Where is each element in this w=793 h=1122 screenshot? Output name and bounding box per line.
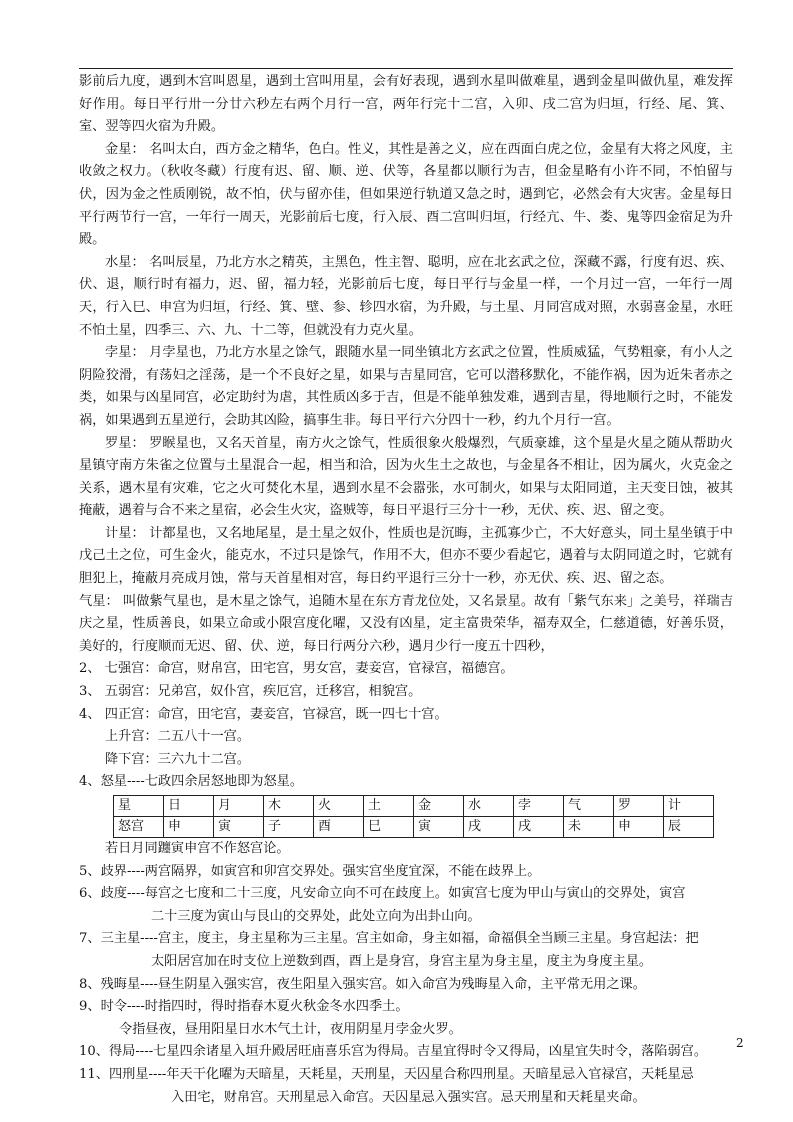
table-cell: 罗 (614, 796, 664, 817)
item-6-cont: 二十三度为寅山与艮山的交界处，此处立向为出卦山向。 (151, 908, 481, 924)
table-cell: 戌 (514, 817, 564, 838)
item-5: 5、歧界----两宫隔界，如寅宫和卯宫交界处。强实宫坐度宜深，不能在歧界上。 (79, 863, 541, 879)
item-7-cont: 太阳居宫加在时支位上逆数到酉，酉上是身宫，身宫主星为身主星，度主为身度主星。 (151, 953, 653, 969)
table-cell: 孛 (514, 796, 564, 817)
paragraph-qi: 气星： 叫做紫气星也，是木星之馀气，追随木星在东方青龙位处，又名景星。故有「紫气东来」之美号，祥瑞吉庆之星，性质善良，如果立命或小限宫度化曜，又没有凶星，定主富贵荣华，福寿双全，仁慈道德，好善乐贤，美好的，行度顺而无迟、留、伏、逆，每日行两分六秒，遇月少行一度五十四秒， (79, 593, 733, 654)
item-8: 8、残晦星----昼生阴星入强实宫，夜生阳星入强实宫。如入命宫为残晦星入命，主平常无用之课。 (79, 976, 646, 992)
table-cell: 酉 (314, 817, 364, 838)
page-number: 2 (736, 1036, 744, 1050)
table-cell: 申 (614, 817, 664, 838)
paragraph-luo: 罗星： 罗睺星也，又名天首星，南方火之馀气，性质很象火般爆烈，气质豪雄，这个星是火星之随从帮助火星镇守南方朱雀之位置与土星混合一起，相当和洽，因为火生土之故也，与金星各不相让，因为属火，火克金之关系，遇木星有灾难，它之火可焚化木星，遇到水星不会嚣张，水可制火，如果与太阳同道，主天变日蚀，被其掩蔽，遇着与合不来之星宿，必会生火灾，盗贼等，每日平退行三分十一秒，无伏、疾、迟、留之变。 (79, 435, 733, 519)
item-7: 7、三主星----宫主，度主，身主星称为三主星。宫主如命，身主如福，命福俱全当顾三主星。身宫起法：把 (79, 931, 699, 947)
table-cell: 计 (664, 796, 714, 817)
table-row (114, 796, 714, 817)
table-cell: 巳 (364, 817, 414, 838)
table-cell: 土 (364, 796, 414, 817)
table-cell: 火 (314, 796, 364, 817)
item-3: 3、 五弱宫：兄弟宫，奴仆宫，疾厄宫，迁移宫，相貌宫。 (79, 684, 422, 700)
item-11-cont: 入田宅，财帛宫。天刑星忌入命宫。天囚星忌入强实宫。忌天刑星和天耗星夹命。 (171, 1089, 646, 1105)
table-cell: 寅 (414, 817, 464, 838)
item-4-rising: 上升宫：二五八十一宫。 (105, 729, 251, 745)
item-2: 2、 七强宫：命宫，财帛宫，田宅宫，男女宫，妻妾宫，官禄宫，福德宫。 (79, 661, 514, 677)
item-9-cont: 令指昼夜，昼用阳星日水木气土计，夜用阴星月孛金火罗。 (119, 1021, 462, 1037)
paragraph-bei: 孛星： 月孛星也，乃北方水星之馀气，跟随水星一同坐镇北方玄武之位置，性质威猛，气势粗豪，有小人之阴险狡滑，有荡妇之淫荡，是一个不良好之星，如果与吉星同宫，它可以潜移默化，不能作祸，因为近朱者赤之类，如果与凶星同宫，必定助纣为虐，其性质凶多于吉，但是不能单独发难，遇到吉星，得地顺行之时，不能发祸，如果遇到五星逆行，会助其凶险，搞事生非。每日平行六分四十一秒，约九个月行一宫。 (79, 345, 733, 428)
table-cell: 子 (264, 817, 314, 838)
table-cell: 戌 (464, 817, 514, 838)
item-4: 4、 四正宫：命宫，田宅宫，妻妾宫，官禄宫，既一四七十宫。 (79, 706, 448, 722)
item-6: 6、歧度----每宫之七度和二十三度，凡安命立向不可在歧度上。如寅宫七度为甲山与寅山的交界处，寅宫 (79, 886, 686, 902)
paragraph-continuation: 影前后九度，遇到木宫叫恩星，遇到土宫叫用星，会有好表现，遇到水星叫做难星，遇到金星叫做仇星，难发挥好作用。每日平行卅一分廿六秒左右两个月行一宫，两年行完十二宫，入卯、戌二宫为归垣，行经、尾、箕、室、翌等四火宿为升殿。 (79, 74, 733, 135)
table-cell: 日 (164, 796, 214, 817)
table-cell: 水 (464, 796, 514, 817)
table-cell: 寅 (214, 817, 264, 838)
item-4-note: 若日月同躔寅申宫不作怒宫论。 (105, 841, 290, 856)
table-cell: 怒宫 (114, 817, 164, 838)
table-cell: 辰 (664, 817, 714, 838)
header-rule (79, 68, 733, 69)
item-4-falling: 降下宫：三六九十二宫。 (105, 751, 251, 767)
item-4-anger: 4、怒星----七政四余居怒地即为怒星。 (79, 774, 304, 790)
paragraph-mercury: 水星： 名叫辰星，乃北方水之精英，主黑色，性主智、聪明，应在北玄武之位，深藏不露，行度有迟、疾、伏、退，顺行时有福力，迟、留，福力轻，光影前后七度，每日平行与金星一样，一个月过一宫，一年行一周天，行入巳、申宫为归垣，行经、箕、壁、参、轸四水宿，为升殿，与土星、月同宫成对照，水弱喜金星，水旺不怕土星，四季三、六、九、十二等，但就没有力克火星。 (79, 254, 733, 338)
paragraph-ji: 计星： 计都星也，又名地尾星，是土星之奴仆，性质也是沉晦，主孤寡少亡，不大好意头，同土星坐镇于中戊己土之位，可生金火，能克水，不过只是馀气，作用不大，但亦不要少看起它，遇着与太阴同道之时，它就有胆犯上，掩蔽月亮成月蚀，常与天首星相对宫，每日约平退行三分十一秒，亦无伏、疾、迟、留之态。 (79, 525, 733, 587)
table-cell: 未 (564, 817, 614, 838)
item-11: 11、四刑星----年天干化曜为天暗星，天耗星，天刑星，天囚星合称四刑星。天暗星忌入官禄宫，天耗星忌 (79, 1066, 694, 1082)
table-cell: 木 (264, 796, 314, 817)
document-page (79, 68, 733, 1109)
paragraph-venus: 金星： 名叫太白，西方金之精华，色白。性义，其性是善之义，应在西面白虎之位，金星有大将之风度，主收敛之权力。（秋收冬藏）行度有迟、留、顺、逆、伏等，各星都以顺行为吉，但金星略有小许不同，不怕留与伏，因为金之性质刚锐，故不怕，伏与留亦佳，但如果逆行轨道又急之时，遇到它，必然会有大灾害。金星每日平行两节行一宫，一年行一周天，光影前后七度，行入辰、酉二宫叫归垣，行经亢、牛、娄、鬼等四金宿足为升殿。 (79, 141, 733, 248)
table-cell: 星 (114, 796, 164, 817)
table-cell: 申 (164, 817, 214, 838)
item-9: 9、时令----时指四时，得时指春木夏火秋金冬水四季土。 (79, 999, 409, 1015)
table-cell: 月 (214, 796, 264, 817)
anger-star-table (113, 795, 714, 838)
item-10: 10、得局----七星四余诸星入垣升殿居旺庙喜乐宫为得局。吉星宜得时令又得局，凶星宜失时令，落陷弱宫。 (79, 1044, 708, 1060)
table-cell: 气 (564, 796, 614, 817)
table-row (114, 817, 714, 838)
table-cell: 金 (414, 796, 464, 817)
